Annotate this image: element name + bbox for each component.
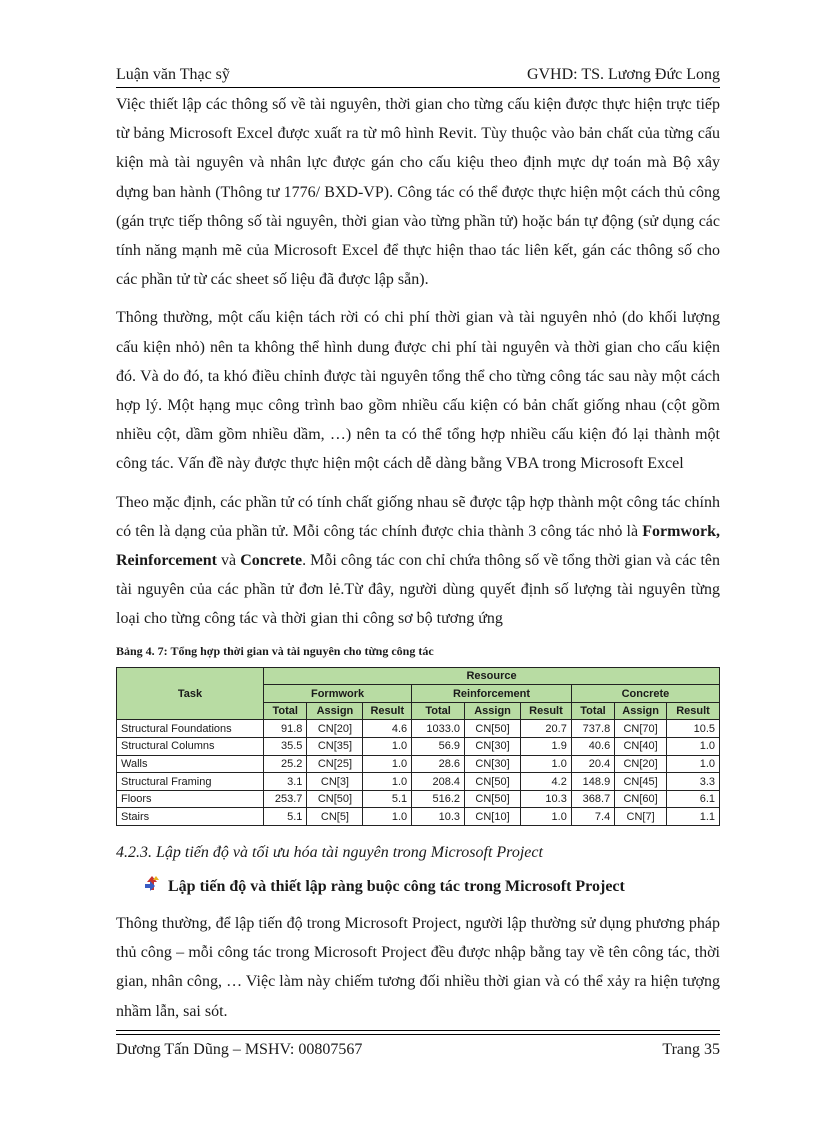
result-cell: 1.0 — [667, 755, 720, 773]
paragraph-1: Việc thiết lập các thông số về tài nguyên, thời gian cho từng cấu kiện được thực hiện trực tiếp từ bảng Microsoft Excel được xuất ra từ mô hình Revit. Tùy thuộc vào bản chất của từng cấu kiện mà tài nguyên và nhân lực được gán cho cấu kiệu theo định mực dự toán mà Bộ xây dựng ban hành (Thông tư 1776/ BXD-VP). Công tác có thể được thực hiện một cách thủ công (gán trực tiếp thông số tài nguyên, thời gian vào từng phần tử) hoặc bán tự động (sử dụng các tính năng mạnh mẽ của Microsoft Excel để thực hiện thao tác liên kết, gán các thông số cho các phần tử từ các sheet số liệu đã được lập sẵn). — [116, 96, 720, 289]
result-cell: 10.5 — [667, 720, 720, 738]
subheader-total: Total — [571, 702, 614, 720]
table-row — [117, 790, 720, 808]
table-caption: Bảng 4. 7: Tổng hợp thời gian và tài nguyên cho từng công tác — [116, 643, 434, 658]
assign-cell: CN[20] — [615, 755, 667, 773]
total-cell: 40.6 — [571, 738, 614, 756]
subheader-total: Total — [412, 702, 465, 720]
assign-cell: CN[40] — [615, 738, 667, 756]
task-cell: Floors — [117, 790, 264, 808]
resource-header: Resource — [264, 667, 720, 685]
total-cell: 253.7 — [264, 790, 307, 808]
total-cell: 28.6 — [412, 755, 465, 773]
assign-cell: CN[10] — [465, 808, 521, 826]
result-cell: 4.6 — [363, 720, 412, 738]
page-body — [116, 90, 720, 1035]
subheader-result: Result — [667, 702, 720, 720]
result-cell: 1.0 — [521, 808, 572, 826]
total-cell: 20.4 — [571, 755, 614, 773]
result-cell: 1.0 — [363, 808, 412, 826]
total-cell: 56.9 — [412, 738, 465, 756]
result-cell: 10.3 — [521, 790, 572, 808]
assign-cell: CN[50] — [465, 773, 521, 791]
total-cell: 368.7 — [571, 790, 614, 808]
task-cell: Walls — [117, 755, 264, 773]
result-cell: 1.0 — [667, 738, 720, 756]
assign-cell: CN[35] — [307, 738, 363, 756]
table-row — [117, 720, 720, 738]
result-cell: 20.7 — [521, 720, 572, 738]
result-cell: 3.3 — [667, 773, 720, 791]
assign-cell: CN[50] — [465, 790, 521, 808]
header-rule — [116, 87, 720, 88]
result-cell: 5.1 — [363, 790, 412, 808]
assign-cell: CN[45] — [615, 773, 667, 791]
subheader-assign: Assign — [615, 702, 667, 720]
table-row — [117, 808, 720, 826]
task-cell: Stairs — [117, 808, 264, 826]
subheader-assign: Assign — [307, 702, 363, 720]
group-reinforcement: Reinforcement — [412, 685, 572, 703]
total-cell: 10.3 — [412, 808, 465, 826]
result-cell: 4.2 — [521, 773, 572, 791]
result-cell: 1.0 — [521, 755, 572, 773]
total-cell: 148.9 — [571, 773, 614, 791]
subheader-total: Total — [264, 702, 307, 720]
total-cell: 208.4 — [412, 773, 465, 791]
group-concrete: Concrete — [571, 685, 719, 703]
assign-cell: CN[7] — [615, 808, 667, 826]
total-cell: 25.2 — [264, 755, 307, 773]
subheading — [116, 875, 720, 898]
assign-cell: CN[20] — [307, 720, 363, 738]
paragraph-4: Thông thường, để lập tiến độ trong Microsoft Project, người lập thường sử dụng phương pháp thủ công – mỗi công tác trong Microsoft Project đều được nhập bằng tay về tên công tác, thời gian, nhân công, … Việc làm này chiếm tương đối nhiều thời gian và có thể xảy ra hiện tượng nhầm lẫn, sai sót. — [116, 915, 720, 1020]
total-cell: 5.1 — [264, 808, 307, 826]
subheader-assign: Assign — [465, 702, 521, 720]
header-title: Luận văn Thạc sỹ — [116, 66, 230, 83]
footer-author: Dương Tấn Dũng – MSHV: 00807567 — [116, 1041, 363, 1058]
page-number: Trang 35 — [662, 1041, 720, 1058]
assign-cell: CN[5] — [307, 808, 363, 826]
total-cell: 91.8 — [264, 720, 307, 738]
paragraph-2: Thông thường, một cấu kiện tách rời có chi phí thời gian và tài nguyên nhỏ (do khối lượng cấu kiện nhỏ) nên ta không thể hình dung được chi phí tài nguyên và thời gian cho cấu kiện đó. Và do đó, ta khó điều chỉnh được tài nguyên tổng thể cho từng công tác sau này một cách hợp lý. Một hạng mục công trình bao gồm nhiều cấu kiện có bản chất giống nhau (cột gồm nhiều cột, dầm gồm nhiều dầm, …) nên ta có thể tổng hợp nhiều cấu kiện đó lại thành một công tác. Vấn đề này được thực hiện một cách dễ dàng bằng VBA trong Microsoft Excel — [116, 309, 720, 473]
total-cell: 3.1 — [264, 773, 307, 791]
result-cell: 1.0 — [363, 738, 412, 756]
task-cell: Structural Foundations — [117, 720, 264, 738]
total-cell: 737.8 — [571, 720, 614, 738]
total-cell: 1033.0 — [412, 720, 465, 738]
assign-cell: CN[30] — [465, 738, 521, 756]
total-cell: 7.4 — [571, 808, 614, 826]
subheader-result: Result — [363, 702, 412, 720]
result-cell: 1.0 — [363, 773, 412, 791]
subheader-result: Result — [521, 702, 572, 720]
section-heading: 4.2.3. Lập tiến độ và tối ưu hóa tài nguyên trong Microsoft Project — [116, 844, 543, 861]
total-cell: 516.2 — [412, 790, 465, 808]
assign-cell: CN[60] — [615, 790, 667, 808]
resource-table — [116, 667, 720, 826]
assign-cell: CN[3] — [307, 773, 363, 791]
assign-cell: CN[70] — [615, 720, 667, 738]
subheading-text: Lập tiến độ và thiết lập ràng buộc công tác trong Microsoft Project — [168, 877, 625, 895]
result-cell: 1.0 — [363, 755, 412, 773]
assign-cell: CN[50] — [307, 790, 363, 808]
assign-cell: CN[25] — [307, 755, 363, 773]
footer-rule-thick — [116, 1030, 720, 1031]
assign-cell: CN[50] — [465, 720, 521, 738]
table-row — [117, 773, 720, 791]
group-formwork: Formwork — [264, 685, 412, 703]
table-body — [117, 720, 720, 826]
bullet-arrow-icon — [144, 875, 162, 898]
result-cell: 6.1 — [667, 790, 720, 808]
result-cell: 1.9 — [521, 738, 572, 756]
paragraph-3: Theo mặc định, các phần tử có tính chất giống nhau sẽ được tập hợp thành một công tác chính có tên là dạng của phần tử. Mỗi công tác chính được chia thành 3 công tác nhỏ là Formwork, Reinforcement và Concrete. Mỗi công tác con chỉ chứa thông số về tổng thời gian và các tên tài nguyên của các phần tử đơn lẻ.Từ đây, người dùng quyết định số lượng tài nguyên từng loại cho từng công tác và thời gian thi công sơ bộ tương ứng — [116, 493, 720, 628]
table-row — [117, 755, 720, 773]
task-cell: Structural Columns — [117, 738, 264, 756]
result-cell: 1.1 — [667, 808, 720, 826]
footer-rule-thin — [116, 1034, 720, 1035]
total-cell: 35.5 — [264, 738, 307, 756]
header-advisor: GVHD: TS. Lương Đức Long — [526, 66, 720, 83]
table-row — [117, 738, 720, 756]
task-header: Task — [117, 667, 264, 720]
assign-cell: CN[30] — [465, 755, 521, 773]
task-cell: Structural Framing — [117, 773, 264, 791]
